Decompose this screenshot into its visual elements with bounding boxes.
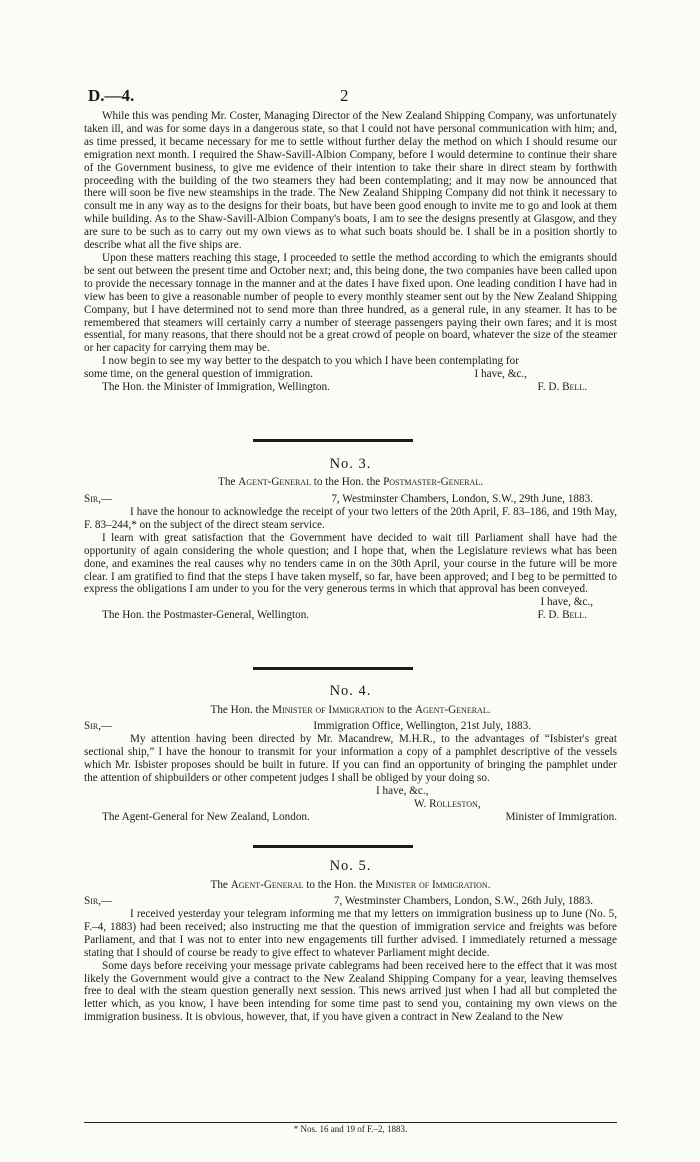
salutation: Sir,— [84,895,113,907]
intro-closing [84,381,617,394]
i-have-line: I have, &c., [540,596,593,609]
letter-paragraph-2: Some days before receiving your message private cablegrams had been received here to the effect that it was most likely the Government would give a contract to the New Zealand Shipping Company for a year, leaving themselves free to deal with the steam question generally next session. This news arrived just when I had all but completed the letter which, as you know, I have been intending for some time past to send you, containing my own views on the immigration business. It is obvious, however, that, if you have given a contract in New Zealand to the New [84,959,617,1024]
footnote-rule [84,1122,617,1123]
salutation: Sir,— [84,493,113,505]
intro-paragraph-3-line-1: I now begin to see my way better to the despatch to you which I have been contemplating for [102,355,519,368]
letter-paragraph-1: I received yesterday your telegram informing me that my letters on immigration business up to June (No. 5, F.–4, 1883) had been received; also instructing me that the question of immigration service and freights was before Parliament, and that I was not to enter into new engagements till further advised. I immediately returned a message stating that I should of course be ready to give effect to whatever Parliament might decide. [84,908,617,959]
salutation: Sir,— [84,720,113,732]
letter-heading: No. 5. [329,858,372,874]
intro-paragraph-2: Upon these matters reaching this stage, I proceeded to settle the method according to which the emigrants should be sent out between the present time and October next; and, this being done, the two companies have been called upon to provide the necessary tonnage in the manner and at the dates I have fixed upon. One leading condition I have had in view has been to give a reasonable number of people to every monthly steamer sent out by the New Zealand Shipping Company, but I have determined not to send more than three hundred, as a general rule, in any steamer. It has to be remembered that steamers will certainly carry a number of steerage passengers paying their own fares; and it is most essential, for many reasons, that there should not be a great crowd of people on board, whatever the size of the steamer or her capacity for carrying them may be. [84,251,617,355]
letter-signature: F. D. Bell. [537,609,587,622]
letter-dateline [84,720,617,733]
page-number: 2 [340,86,349,105]
letter-heading: No. 3. [329,456,372,472]
letter-paragraph-1: My attention having been directed by Mr. Macandrew, M.H.R., to the advantages of “Isbister's great sectional ship,” I have the honour to transmit for your information a copy of a pamphlet descriptive of the vessels which Mr. Isbister proposes should be built in future. If you can find an opportunity of bringing the pamphlet under the attention of shipbuilders or other competent judges I shall be obliged by your doing so. [84,733,617,784]
letter-body [84,908,617,1024]
letter-no-3 [84,456,617,656]
intro-i-have: I have, &c., [474,368,527,381]
letter-dateline [84,493,617,506]
signatory-title: Minister of Immigration. [505,810,617,823]
intro-addressee: The Hon. the Minister of Immigration, Wellington. [102,381,330,394]
signature-line [84,798,617,811]
letter-body [84,733,617,824]
letter-paragraph-1: I have the honour to acknowledge the receipt of your two letters of the 20th April, F. 83–186, and 19th May, F. 83–244,* on the subject of the direct steam service. [84,506,617,531]
intro-paragraph-3-line-2: some time, on the general question of immigration. I have, &c., [84,368,527,381]
letter-address: 7, Westminster Chambers, London, S.W., 29th June, 1883. [331,493,593,505]
intro-signature: F. D. Bell. [537,381,587,394]
letter-closing [84,609,617,622]
letter-dateline [84,895,617,908]
footnote: * Nos. 16 and 19 of F.–2, 1883. [293,1124,408,1134]
document-reference: D.—4. [88,86,135,105]
letter-paragraph-2: I learn with great satisfaction that the Government have decided to wait till Parliament shall have had the opportunity of again considering the whole question; and I hope that, when the Legislature reviews what has been done, and examines the real causes why no tenders came in on the 30th April, your course in the future will be more clear. I am gratified to find that the steps I have taken myself, so far, have been approved; and I beg to be permitted to express the obligations I am under to you for the very generous terms in which that approval has been conveyed. [84,531,617,596]
letter-no-4 [84,683,617,843]
letter-subheading: The Hon. the Minister of Immigration to the Agent-General. [210,704,491,716]
section-divider [253,439,413,442]
letter-addressee: The Hon. the Postmaster-General, Wellington. [102,609,310,622]
section-divider [253,667,413,670]
intro-letter [84,110,617,394]
letter-heading: No. 4. [329,683,372,699]
letter-addressee: The Agent-General for New Zealand, London. [102,810,310,823]
letter-address: 7, Westminster Chambers, London, S.W., 26th July, 1883. [333,895,593,907]
section-divider [253,845,413,848]
letter-closing [84,811,617,824]
letter-subheading: The Agent-General to the Hon. the Minister of Immigration. [210,879,491,891]
letter-body [84,506,617,622]
letter-signature: W. Rolleston, [414,797,481,810]
letter-subheading: The Agent-General to the Hon. the Postmaster-General. [218,476,483,488]
letter-no-5 [84,858,617,1134]
letter-address: Immigration Office, Wellington, 21st July, 1883. [313,720,531,732]
intro-paragraph-1: While this was pending Mr. Coster, Managing Director of the New Zealand Shipping Company, was unfortunately taken ill, and was for some days in a dangerous state, so that I could not have personal communication with him; and, as time pressed, it became necessary for me to settle without further delay the method on which I should resume our emigration next month. I required the Shaw-Savill-Albion Company, before I would determine to continue their share of the Government business, to give me evidence of their intention to take their share in direct steam by forthwith proceeding with the building of the two steamers they had been contemplating; and it may now be announced that there will soon be five new steamships in the trade. The New Zealand Shipping Company did not think it necessary to consult me in any way as to the designs for their boats, but have been good enough to invite me to go and look at them while building. As to the Shaw-Savill-Albion Company's boats, I am to see the designs presently at Glasgow, and they are sure to be such as to carry out my own views as to what such boats should be. I shall be in a position shortly to describe what all the five ships are. [84,110,617,252]
i-have-line: I have, &c., [376,784,429,797]
